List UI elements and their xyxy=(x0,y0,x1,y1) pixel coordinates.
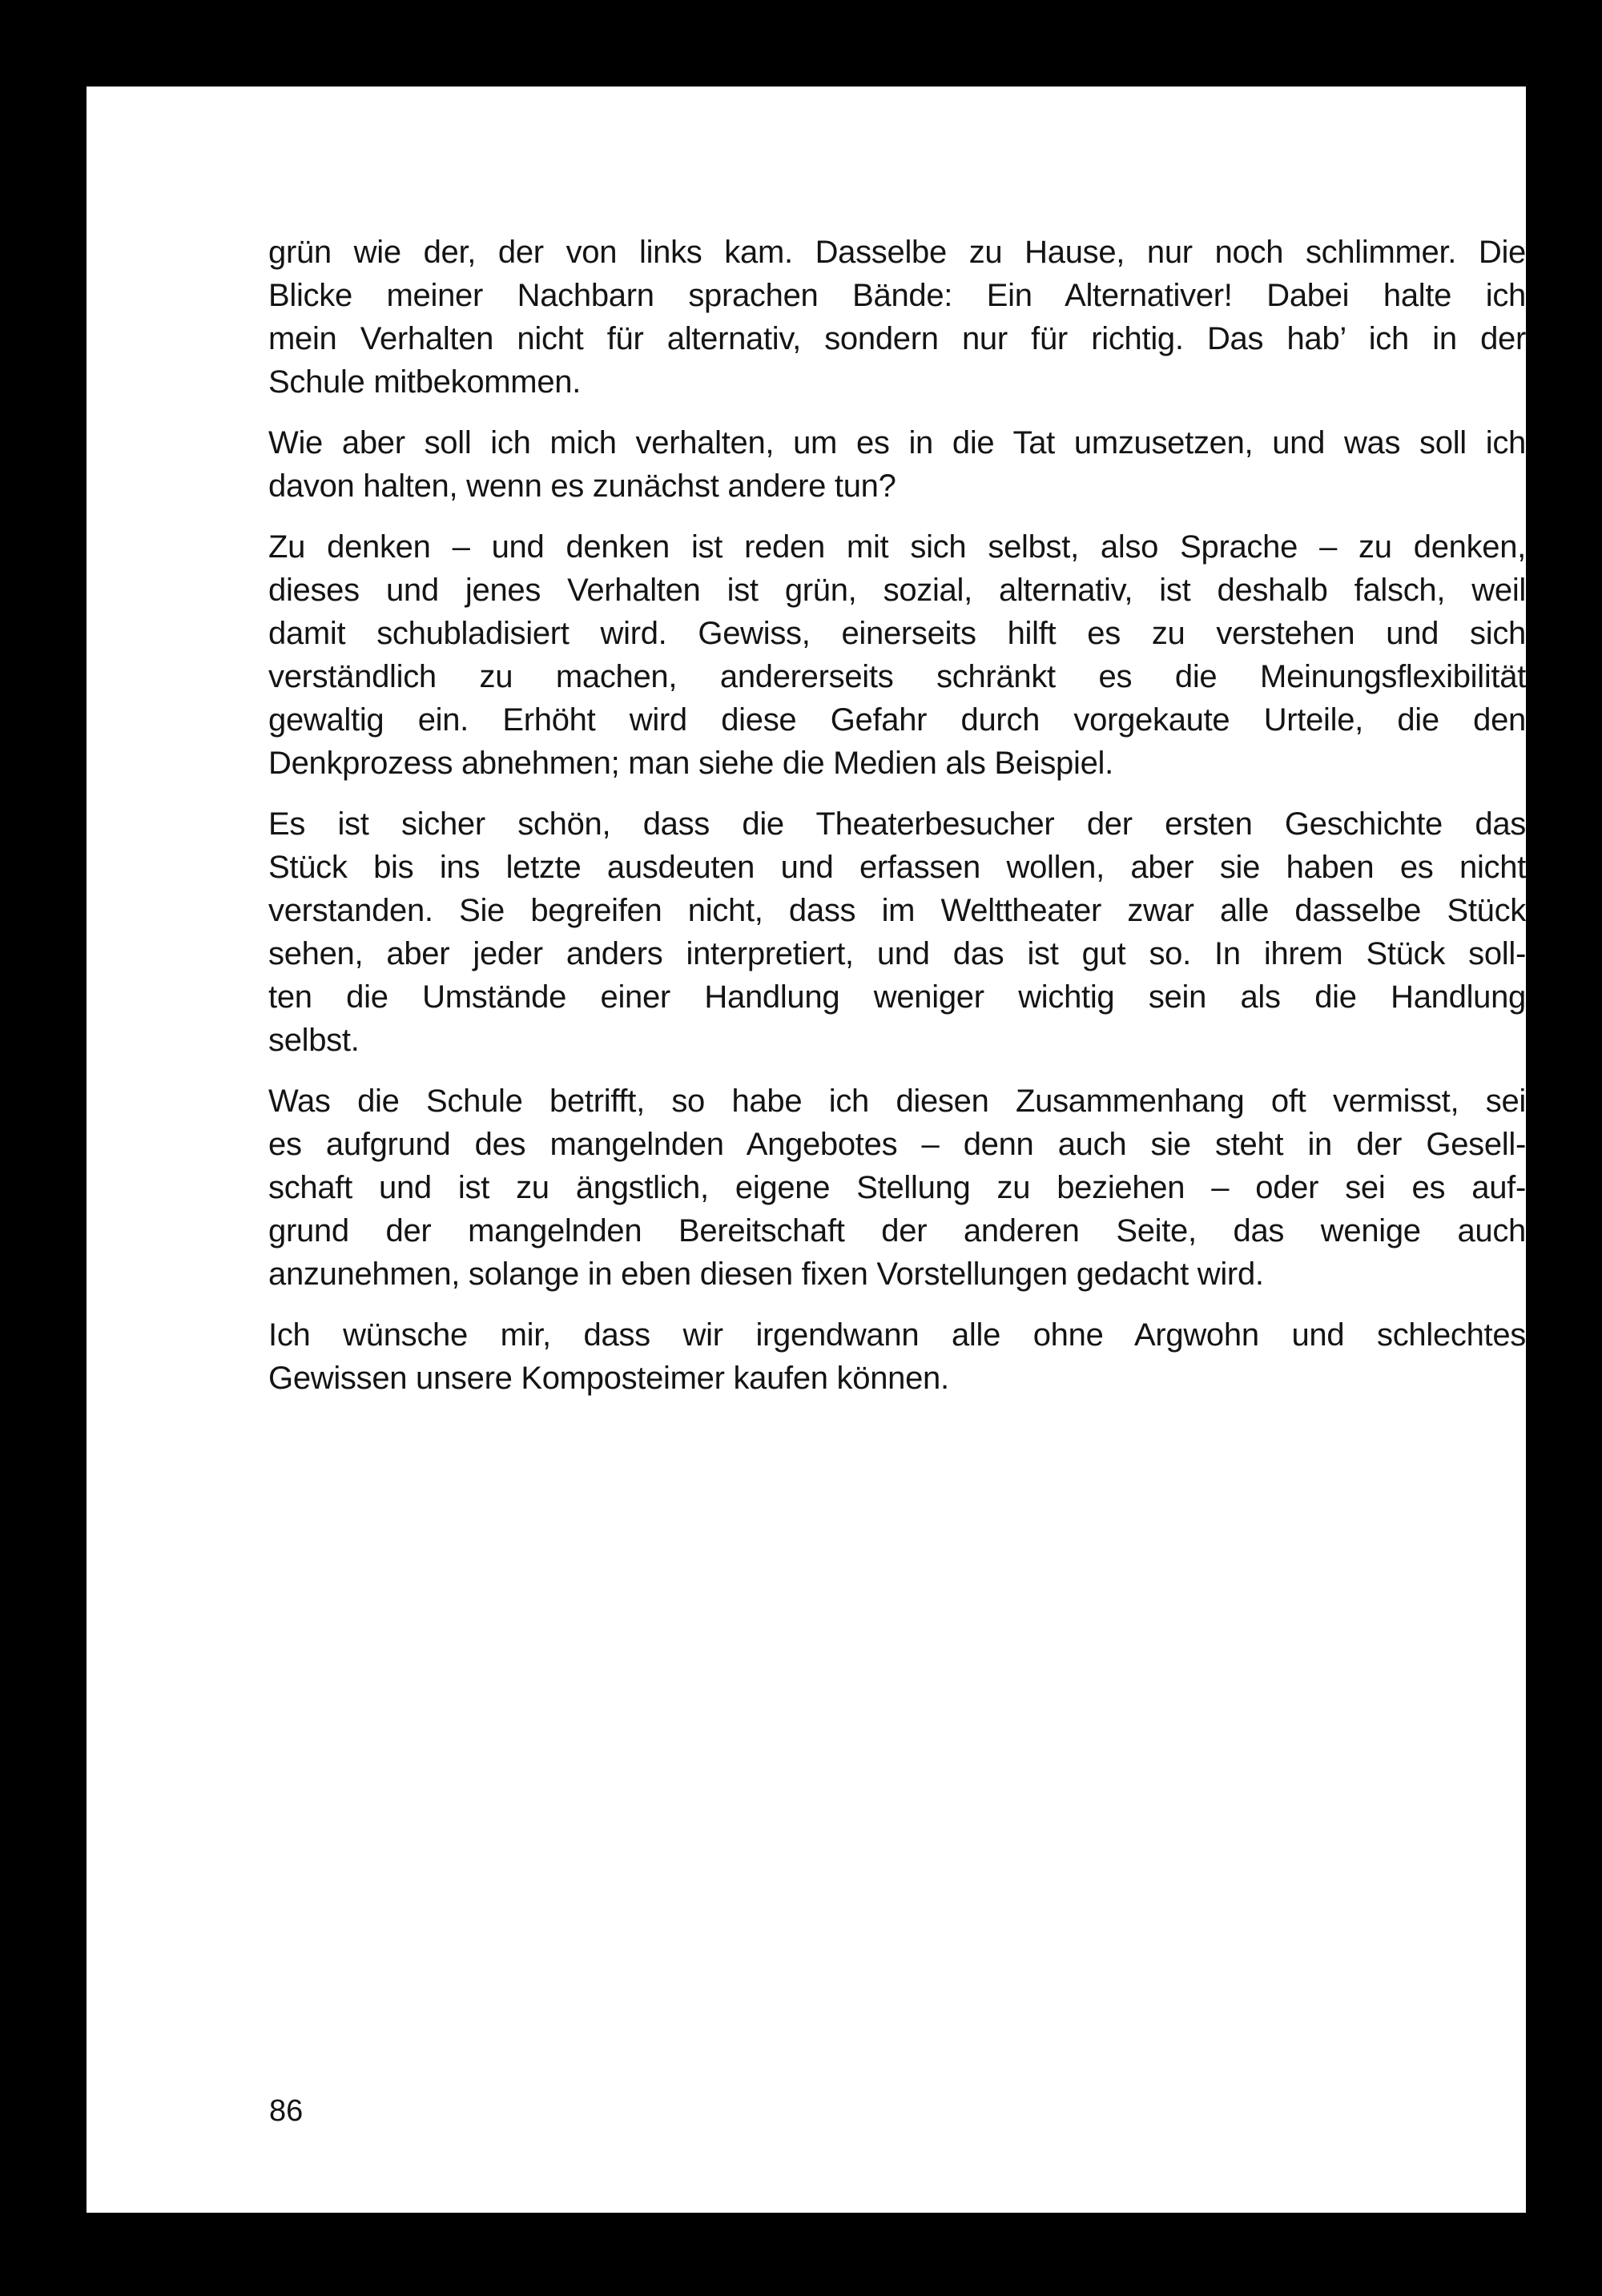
text-line: Ich wünsche mir, dass wir irgendwann alle ohne Argwohn und schlechtes xyxy=(268,1317,1526,1353)
text-line: grund der mangelnden Bereitschaft der anderen Seite, das wenige auch xyxy=(268,1213,1526,1249)
text-line: mein Verhalten nicht für alternativ, sondern nur für richtig. Das hab’ ich in der xyxy=(268,321,1526,356)
text-line: damit schubladisiert wird. Gewiss, einerseits hilft es zu verstehen und sich xyxy=(268,616,1526,651)
text-line: gewaltig ein. Erhöht wird diese Gefahr durch vorgekaute Urteile, die den xyxy=(268,702,1526,738)
text-line: Es ist sicher schön, dass die Theaterbesucher der ersten Geschichte das xyxy=(268,806,1526,842)
text-line: schaft und ist zu ängstlich, eigene Stellung zu beziehen – oder sei es auf- xyxy=(268,1170,1526,1205)
text-line: es aufgrund des mangelnden Angebotes – denn auch sie steht in der Gesell- xyxy=(268,1127,1526,1162)
text-line: anzunehmen, solange in eben diesen fixen Vorstellungen gedacht wird. xyxy=(268,1257,1264,1292)
text-line: ten die Umstände einer Handlung weniger wichtig sein als die Handlung xyxy=(268,979,1526,1015)
text-line: verständlich zu machen, andererseits schränkt es die Meinungsflexibilität xyxy=(268,659,1526,694)
paragraph-4 xyxy=(268,802,1526,1062)
text-line: Wie aber soll ich mich verhalten, um es in die Tat umzusetzen, und was soll ich xyxy=(268,425,1526,460)
paragraph-2 xyxy=(268,421,1526,508)
body-text xyxy=(268,231,1526,1417)
text-line: dieses und jenes Verhalten ist grün, sozial, alternativ, ist deshalb falsch, weil xyxy=(268,573,1526,608)
text-line: Stück bis ins letzte ausdeuten und erfassen wollen, aber sie haben es nicht xyxy=(268,850,1526,885)
paragraph-6 xyxy=(268,1313,1526,1400)
text-line: grün wie der, der von links kam. Dasselbe zu Hause, nur noch schlimmer. Die xyxy=(268,235,1526,270)
text-line: Schule mitbekommen. xyxy=(268,364,582,400)
text-line: Blicke meiner Nachbarn sprachen Bände: Ein Alternativer! Dabei halte ich xyxy=(268,278,1526,313)
text-line: Was die Schule betrifft, so habe ich diesen Zusammenhang oft vermisst, sei xyxy=(268,1084,1526,1119)
paragraph-1 xyxy=(268,231,1526,404)
paragraph-5 xyxy=(268,1080,1526,1296)
text-line: Denkprozess abnehmen; man siehe die Medien als Beispiel. xyxy=(268,746,1113,781)
text-line: Zu denken – und denken ist reden mit sich selbst, also Sprache – zu denken, xyxy=(268,529,1526,565)
text-line: Gewissen unsere Komposteimer kaufen können. xyxy=(268,1361,949,1396)
page-number: 86 xyxy=(269,2094,304,2128)
scanned-page xyxy=(87,86,1526,2213)
text-line: davon halten, wenn es zunächst andere tun? xyxy=(268,468,896,504)
paragraph-3 xyxy=(268,525,1526,785)
text-line: verstanden. Sie begreifen nicht, dass im Welttheater zwar alle dasselbe Stück xyxy=(268,893,1526,928)
text-line: sehen, aber jeder anders interpretiert, und das ist gut so. In ihrem Stück soll- xyxy=(268,936,1526,971)
text-line: selbst. xyxy=(268,1023,360,1058)
